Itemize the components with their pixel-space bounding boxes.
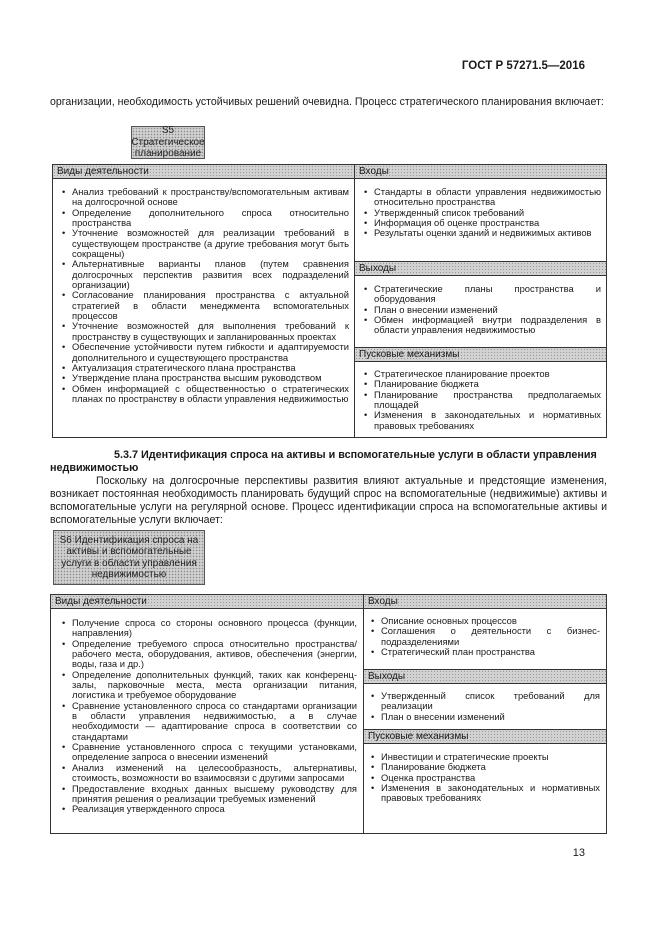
s5-activities-header: Виды деятельности: [53, 165, 354, 179]
list-item: • Результаты оценки зданий и недвижимых активов: [363, 228, 601, 238]
list-item: • Обмен информацией внутри подразделения в области управления недвижимостью: [363, 315, 601, 336]
list-item: • Описание основных процессов: [370, 616, 600, 626]
s5-label: S5 Стратегическое планирование: [131, 125, 205, 160]
list-item: • Альтернативные варианты планов (путем сравнения долгосрочных перспектив развития всех подразделений организации): [61, 259, 349, 290]
s6-inputs-header: Входы: [364, 595, 606, 609]
s6-activities-header: Виды деятельности: [51, 595, 363, 609]
list-item: • Актуализация стратегического плана пространства: [61, 363, 349, 373]
s5-inputs-list: [363, 187, 601, 239]
list-item: • Стратегические планы пространства и оборудования: [363, 284, 601, 305]
document-number: ГОСТ Р 57271.5—2016: [461, 60, 585, 72]
s6-column-divider: [363, 595, 364, 833]
s5-column-divider: [354, 165, 355, 437]
list-item: • Планирование бюджета: [363, 379, 601, 389]
list-item: • Планирование пространства предполагаемых площадей: [363, 390, 601, 411]
s6-outputs-header: Выходы: [364, 670, 606, 684]
list-item: • Оценка пространства: [370, 773, 600, 783]
s6-triggers-list: [370, 752, 600, 804]
list-item: • Утвержденный список требований: [363, 208, 601, 218]
list-item: • Анализ изменений на целесообразность, альтернативы, стоимость, возможности во взаимосвязи с другими запросами: [61, 763, 357, 784]
s5-triggers-header: Пусковые механизмы: [355, 348, 606, 362]
s6-activities-list: [61, 618, 357, 815]
list-item: • Изменения в законодательных и нормативных правовых требованиях: [370, 783, 600, 804]
list-item: • Уточнение возможностей для реализации требований в существующем пространстве (а другие требования могут быть сокращены): [61, 228, 349, 259]
s6-inputs-list: [370, 616, 600, 657]
list-item: • Уточнение возможностей для выполнения требований к пространству в существующих и запланированных проектах: [61, 321, 349, 342]
list-item: • Определение дополнительных функций, таких как конференц-залы, парковочные места, места организации питания, логистика и требуемое оборудование: [61, 670, 357, 701]
s5-label-box: [131, 126, 205, 159]
section-paragraph: Поскольку на долгосрочные перспективы развития влияют актуальные и предстоящие изменения, возникает постоянная необходимость планировать будущий спрос на вспомогательные (недвижимые) активы и вспомогательные услуги на регулярной основе. Процесс идентификации спроса на вспомогательные активы и вспомогательные услуги включает:: [50, 475, 607, 526]
list-item: • Реализация утвержденного спроса: [61, 804, 357, 814]
list-item: • Информация об оценке пространства: [363, 218, 601, 228]
list-item: • Утверждение плана пространства высшим руководством: [61, 373, 349, 383]
list-item: • Анализ требований к пространству/вспомогательным активам на долгосрочной основе: [61, 187, 349, 208]
list-item: • Сравнение установленного спроса с текущими установками, определение запроса о внесении изменений: [61, 742, 357, 763]
list-item: • Планирование бюджета: [370, 762, 600, 772]
list-item: • План о внесении изменений: [363, 305, 601, 315]
s5-outputs-list: [363, 284, 601, 336]
list-item: • Согласование планирования пространства с актуальной стратегией в области менеджмента вспомогательных процессов: [61, 290, 349, 321]
s6-label-box: [53, 530, 205, 585]
list-item: • Обмен информацией с общественностью о стратегических планах по пространству в области управления недвижимостью: [61, 384, 349, 405]
list-item: • План о внесении изменений: [370, 712, 600, 722]
list-item: • Предоставление входных данных высшему руководству для принятия решения о реализации требуемых изменений: [61, 784, 357, 805]
list-item: • Определение требуемого спроса относительно пространства/рабочего места, оборудования, активов, обеспечения (энергии, воды, газа и др.): [61, 639, 357, 670]
list-item: • Получение спроса со стороны основного процесса (функции, направления): [61, 618, 357, 639]
list-item: • Обеспечение устойчивости путем гибкости и адаптируемости дополнительного и существующего пространства: [61, 342, 349, 363]
s6-table: [50, 594, 607, 834]
s5-outputs-header: Выходы: [355, 262, 606, 276]
list-item: • Соглашения о деятельности с бизнес-подразделениями: [370, 626, 600, 647]
s6-outputs-list: [370, 691, 600, 722]
intro-paragraph: организации, необходимость устойчивых решений очевидна. Процесс стратегического планирования включает:: [50, 96, 604, 108]
list-item: • Инвестиции и стратегические проекты: [370, 752, 600, 762]
list-item: • Стратегический план пространства: [370, 647, 600, 657]
list-item: • Стратегическое планирование проектов: [363, 369, 601, 379]
list-item: • Стандарты в области управления недвижимостью относительно пространства: [363, 187, 601, 208]
section-heading: 5.3.7 Идентификация спроса на активы и вспомогательные услуги в области управления недвижимостью: [50, 449, 597, 474]
s6-triggers-header: Пусковые механизмы: [364, 730, 606, 744]
s5-activities-list: [61, 187, 349, 404]
s6-label: S6 Идентификация спроса на активы и вспомогательные услуги в области управления недвижимостью: [59, 534, 199, 580]
s5-inputs-header: Входы: [355, 165, 606, 179]
s5-triggers-list: [363, 369, 601, 431]
s5-table: [52, 164, 607, 438]
list-item: • Изменения в законодательных и нормативных правовых требованиях: [363, 410, 601, 431]
page-number: 13: [572, 847, 585, 859]
list-item: • Утвержденный список требований для реализации: [370, 691, 600, 712]
list-item: • Определение дополнительного спроса относительно пространства: [61, 208, 349, 229]
list-item: • Сравнение установленного спроса со стандартами организации в области управления недвижимостью, а в случае необходимости — адаптирование спроса в соответствии со стандартами: [61, 701, 357, 742]
